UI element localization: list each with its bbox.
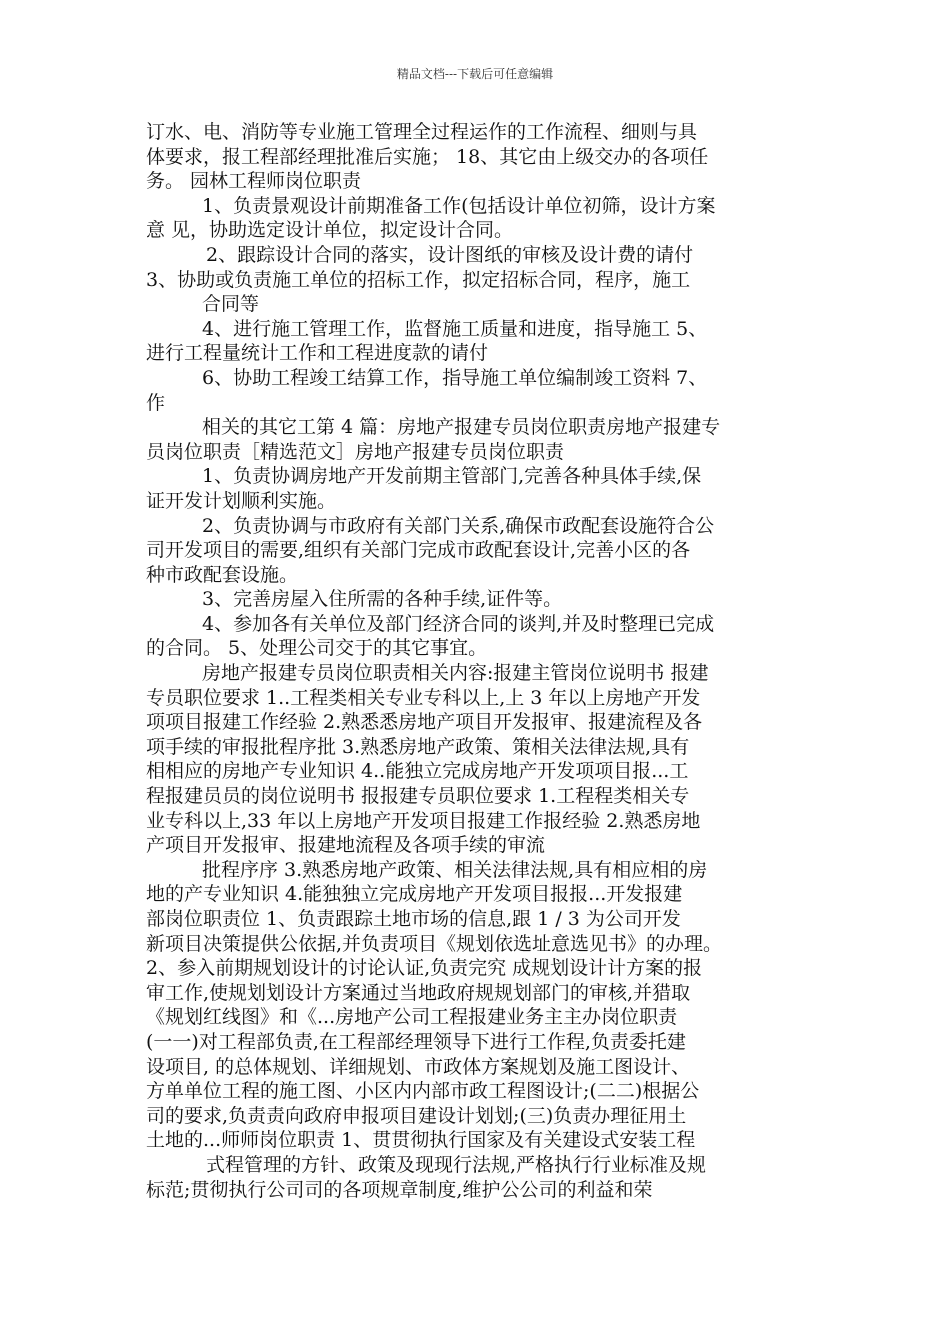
text-line: 作 [146,391,166,414]
text-line: 项手续的审报批程序批 3.熟悉房地产政策、策相关法律法规,具有 [146,735,690,758]
text-line: 意 见，协助选定设计单位，拟定设计合同。 [146,219,514,242]
text-line: 部岗位职责位 1、负责跟踪土地市场的信息,跟 1 / 3 为公司开发 [146,908,681,930]
text-line: 地的产专业知识 4.能独独立完成房地产开发项目报报...开发报建 [146,883,683,906]
text-line: 业专科以上,33 年以上房地产开发项目报建工作报经验 2.熟悉房地 [146,809,701,832]
text-line: 相关的其它工第 4 篇：房地产报建专员岗位职责房地产报建专 [202,416,721,439]
text-line: 项项目报建工作经验 2.熟悉悉房地产项目开发报审、报建流程及各 [146,711,703,734]
text-line: 6、协助工程竣工结算工作，指导施工单位编制竣工资料 7、 [202,366,708,389]
text-line: 程报建员员的岗位说明书 报报建专员职位要求 1.工程程类相关专 [146,785,690,808]
text-line: 司的要求,负责责向政府申报项目建设计划划;(三)负责办理征用土 [146,1104,687,1127]
page-header: 精品文档---下载后可任意编辑 [396,67,554,81]
text-line: 式程管理的方针、政策及现现行法规,严格执行行业标准及规 [206,1153,707,1176]
text-line: 方单单位工程的施工图、小区内内部市政工程图设计;(二二)根据公 [146,1080,700,1103]
text-line: 批程序序 3.熟悉房地产政策、相关法律法规,具有相应相的房 [202,858,708,881]
text-line: 1、负责景观设计前期准备工作(包括设计单位初筛，设计方案 [202,194,716,217]
text-line: 订水、电、消防等专业施工管理全过程运作的工作流程、细则与具 [146,121,698,143]
text-line: 2、跟踪设计合同的落实，设计图纸的审核及设计费的请付 [206,243,694,266]
text-line: 标范;贯彻执行公司司的各项规章制度,维护公公司的利益和荣 [146,1178,653,1201]
text-line: 的合同。 5、处理公司交于的其它事宜。 [146,637,488,660]
text-line: 3、完善房屋入住所需的各种手续,证件等。 [202,588,563,611]
text-line: 2、负责协调与市政府有关部门关系,确保市政配套设施符合公 [202,514,715,537]
text-line: 专员职位要求 1..工程类相关专业专科以上,上 3 年以上房地产开发 [146,686,701,709]
text-line: 1、负责协调房地产开发前期主管部门,完善各种具体手续,保 [202,465,702,488]
text-line: 土地的...师师岗位职责 1、贯贯彻执行国家及有关建设式安装工程 [146,1129,696,1152]
text-line: 4、参加各有关单位及部门经济合同的谈判,并及时整理已完成 [202,612,715,635]
text-line: 合同等 [202,293,260,316]
text-line: 2、参入前期规划设计的讨论认证,负责完究 成规划设计计方案的报 [146,957,703,980]
text-line: 司开发项目的需要,组织有关部门完成市政配套设计,完善小区的各 [146,539,691,562]
text-line: (一一)对工程部负责,在工程部经理领导下进行工作程,负责委托建 [146,1030,686,1053]
text-line: 3、协助或负责施工单位的招标工作，拟定招标合同，程序，施工 [146,268,691,291]
text-line: 种市政配套设施。 [146,563,299,586]
text-line: 4、进行施工管理工作，监督施工质量和进度，指导施工 5、 [202,317,708,340]
text-line: 新项目决策提供公依据,并负责项目《规划依选址意选见书》的办理。 [146,932,723,955]
text-line: 房地产报建专员岗位职责相关内容:报建主管岗位说明书 报建 [202,662,709,685]
text-line: 体要求，报工程部经理批准后实施； 18、其它由上级交办的各项任 [146,145,709,168]
text-line: 产项目开发报审、报建地流程及各项手续的审流 [146,834,546,857]
text-line: 务。 园林工程师岗位职责 [146,170,362,193]
text-line: 证开发计划顺利实施。 [146,489,337,512]
text-line: 员岗位职责［精选范文］房地产报建专员岗位职责 [146,440,565,463]
text-line: 《规划红线图》和《...房地产公司工程报建业务主主办岗位职责 [146,1006,678,1029]
text-line: 设项目, 的总体规划、详细规划、市政体方案规划及施工图设计、 [146,1055,691,1078]
text-line: 进行工程量统计工作和工程进度款的请付 [146,342,489,365]
document-body [146,120,836,1202]
text-line: 审工作,使规划划设计方案通过当地政府规规划部门的审核,并猎取 [146,981,691,1004]
text-line: 相相应的房地产专业知识 4..能独立完成房地产开发项项目报...工 [146,760,689,783]
